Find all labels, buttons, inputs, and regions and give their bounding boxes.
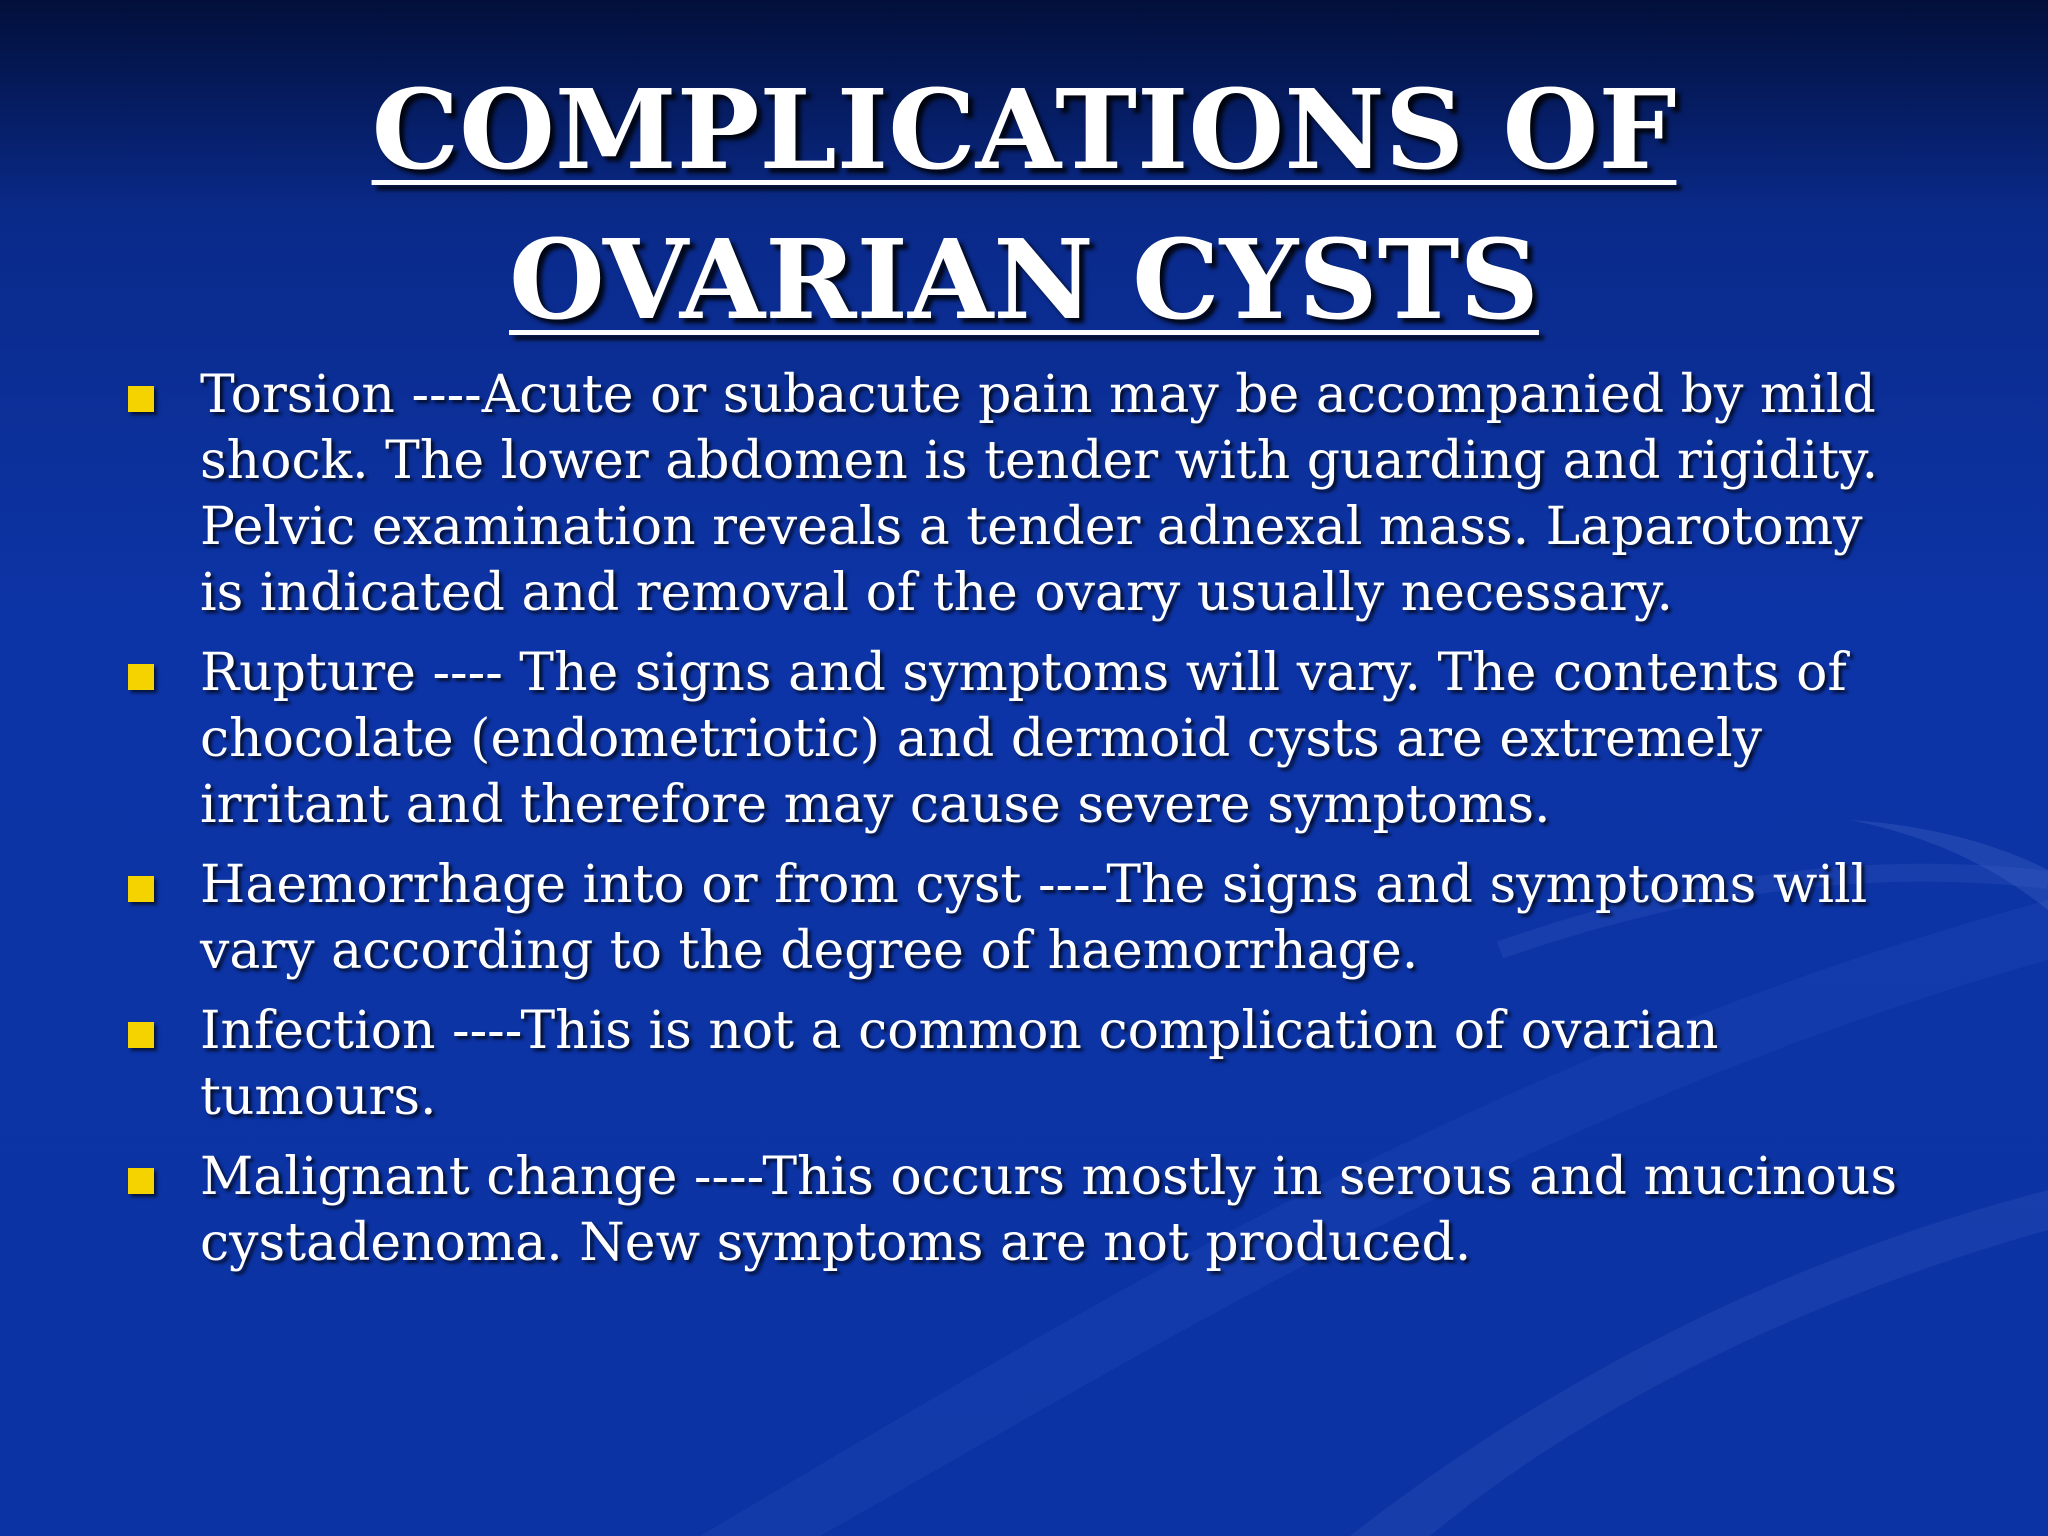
- bullet-list: [120, 362, 1920, 1290]
- square-bullet-icon: [128, 664, 154, 690]
- bullet-text: Haemorrhage into or from cyst ----The signs and symptoms will vary according to the degree of haemorrhage.: [200, 855, 1868, 981]
- square-bullet-icon: [128, 386, 154, 412]
- title-line-2: OVARIAN CYSTS: [509, 215, 1539, 344]
- bullet-rupture: [120, 640, 1920, 838]
- bullet-text: Rupture ---- The signs and symptoms will vary. The contents of chocolate (endometriotic) and dermoid cysts are extremely irritant and therefore may cause severe symptoms.: [200, 643, 1847, 835]
- title-line-1: COMPLICATIONS OF: [371, 65, 1677, 194]
- bullet-haemorrhage: [120, 852, 1920, 984]
- bullet-infection: [120, 998, 1920, 1130]
- bullet-text: Infection ----This is not a common complication of ovarian tumours.: [200, 1001, 1719, 1127]
- square-bullet-icon: [128, 1022, 154, 1048]
- bullet-malignant-change: [120, 1144, 1920, 1276]
- square-bullet-icon: [128, 876, 154, 902]
- bullet-torsion: [120, 362, 1920, 626]
- square-bullet-icon: [128, 1168, 154, 1194]
- bullet-text: Malignant change ----This occurs mostly in serous and mucinous cystadenoma. New symptoms are not produced.: [200, 1147, 1898, 1273]
- bullet-text: Torsion ----Acute or subacute pain may be accompanied by mild shock. The lower abdomen is tender with guarding and rigidity. Pelvic examination reveals a tender adnexal mass. Laparotomy is indicated and removal of the ovary usually necessary.: [200, 365, 1879, 623]
- slide-title: [0, 55, 2048, 355]
